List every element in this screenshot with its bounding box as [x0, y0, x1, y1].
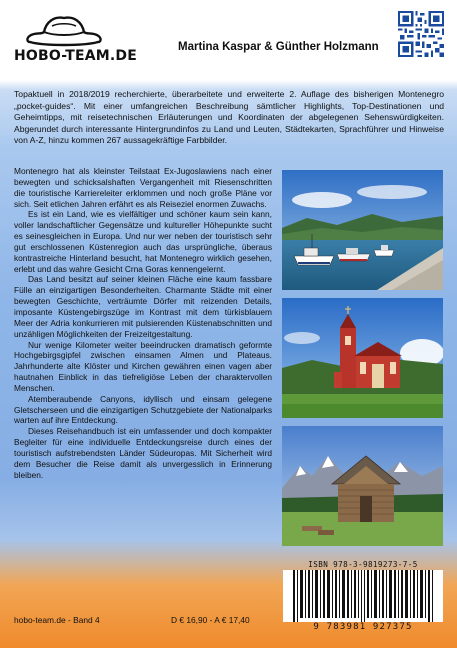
paragraph: Es ist ein Land, wie es vielfältiger und schöner kaum sein kann, voller landschaftlicher Gegensätze und kultureller Höhepunkte sucht es seinesgleichen in Europa. Und nur wer neben der touristisch sehr gut erschlossenen Küstenregion auch das ursprüngliche, überaus kontrastreiche Hinterland besucht, hat Montenegro wirklich gesehen, erlebt und das wahre Gesicht Crna Goras kennengelernt. [14, 209, 272, 274]
barcode-icon [283, 570, 443, 622]
hobo-team-logo[interactable] [14, 12, 137, 72]
isbn-barcode [283, 560, 443, 636]
paragraph: Atemberaubende Canyons, idyllisch und einsam gelegene Gletscherseen und die einzigartigen Schutzgebiete der Nationalparks warten auf ihre Entdeckung. [14, 393, 272, 426]
church-photo [282, 298, 443, 418]
qr-code-icon [398, 11, 444, 57]
logo-text: HOBO-TEAM.DE [14, 48, 137, 64]
paragraph: Das Land besitzt auf seiner kleinen Fläche eine kaum fassbare Fülle an einzigartigen Besonderheiten. Charmante Städte mit einer bewegten Geschichte, verträumte Dörfer mit reizenden Details, imposante Küstengebirgszüge im Kontrast mit dem türkisblauem Meer der Adria konkurrieren mit pulsierenden Küstenabschnitten und unzähligen Möglichkeiten der Freizeitgestaltung. [14, 274, 272, 339]
body-text [14, 166, 272, 480]
paragraph: Nur wenige Kilometer weiter beeindrucken dramatisch geformte Hochgebirgsgipfel zwischen einsamen Almen und Plateaus. Jahrhunderte alte Klöster und Kirchen gewähren einen vagen aber hautnahen Einblick in das tiefreligiöse Leben der charaktervollen Menschen. [14, 339, 272, 393]
authors: Martina Kaspar & Günther Holzmann [178, 41, 379, 53]
header [0, 0, 457, 78]
series-label: hobo-team.de - Band 4 [14, 615, 100, 625]
paragraph: Dieses Reisehandbuch ist ein umfassender und doch kompakter Begleiter für eine individuelle Entdeckungsreise durch eines der touristisch aufstrebendsten Länder Südeuropas. Mit Sicherheit wird dem Besucher die Reise damit als unvergesslich in Erinnerung bleiben. [14, 426, 272, 480]
hat-icon [24, 12, 104, 52]
isbn-label: ISBN 978-3-9819273-7-5 [308, 560, 418, 569]
cabin-photo [282, 426, 443, 546]
barcode-digits: 9 783981 927375 [313, 622, 413, 632]
intro-text: Topaktuell in 2018/2019 recherchierte, überarbeitete und erweiterte 2. Auflage des bisherigen Montenegro „pocket-guides“. Mit einer umfangreichen Beschreibung sämtlicher Highlights, Top-Destinationen und Geheimtipps, mit reisetechnischen Erläuterungen und Koordinaten der abgelegenen Sehenswürdigkeiten. Abgerundet durch interessante Hintergrundinfos zu Land und Leuten, Städtekarten, Sprachführer und Hinweise von A-Z, hinzu kommen 267 aussagekräftige Farbbilder. [14, 89, 444, 146]
paragraph: Montenegro hat als kleinster Teilstaat Ex-Jugoslawiens nach einer bewegten und schicksalshaften Vergangenheit mit Riesenschritten die touristische Karriereleiter erklommen und noch große Pläne vor sich. Seit etlichen Jahren erfährt es als Reiseziel enormen Zuwachs. [14, 166, 272, 209]
harbor-photo [282, 170, 443, 290]
price-label: D € 16,90 - A € 17,40 [171, 615, 250, 625]
